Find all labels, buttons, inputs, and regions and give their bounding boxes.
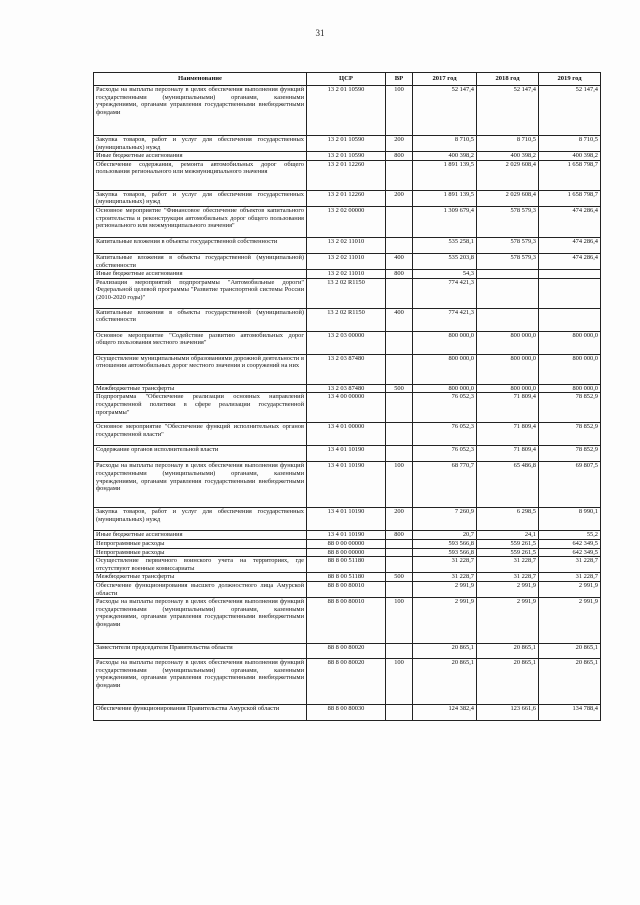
cell-2019: 400 398,2: [539, 152, 601, 161]
table-row: [94, 384, 601, 393]
cell-name: Закупка товаров, работ и услуг для обеспечения государственных (муниципальных) нужд: [94, 190, 307, 206]
cell-2018: 578 579,3: [477, 253, 539, 269]
cell-2017: 20 865,1: [413, 659, 477, 705]
cell-2017: 1 891 139,5: [413, 160, 477, 190]
table-row: [94, 462, 601, 508]
cell-csr: 88 8 00 80030: [307, 705, 386, 721]
cell-name: Межбюджетные трансферты: [94, 384, 307, 393]
cell-2019: 642 349,5: [539, 539, 601, 548]
cell-2018: 123 661,6: [477, 705, 539, 721]
cell-2017: 20 865,1: [413, 644, 477, 659]
cell-2017: 1 891 139,5: [413, 190, 477, 206]
cell-name: Осуществление первичного воинского учета на территориях, где отсутствуют военные комиссариаты: [94, 557, 307, 573]
cell-name: Расходы на выплаты персоналу в целях обеспечения выполнения функций государственными (муниципальными) органами, казенными учреждениями, органами управления государственными внебюджетными фондами: [94, 462, 307, 508]
cell-2018: 31 228,7: [477, 573, 539, 582]
cell-csr: 13 2 03 87480: [307, 384, 386, 393]
cell-csr: 88 0 00 00000: [307, 539, 386, 548]
cell-vr: 500: [386, 573, 413, 582]
table-row: [94, 206, 601, 237]
header-2019: 2019 год: [539, 73, 601, 86]
cell-2017: 1 309 679,4: [413, 206, 477, 237]
table-row: [94, 644, 601, 659]
cell-csr: 13 2 01 10590: [307, 86, 386, 136]
cell-name: Заместители председателя Правительства области: [94, 644, 307, 659]
cell-name: Обеспечение содержания, ремонта автомобильных дорог общего пользования регионального или межмуниципального значения: [94, 160, 307, 190]
cell-2017: 400 398,2: [413, 152, 477, 161]
cell-2018: 2 991,9: [477, 581, 539, 597]
cell-2018: 2 029 608,4: [477, 190, 539, 206]
cell-csr: 13 2 02 11010: [307, 253, 386, 269]
cell-csr: 13 2 03 87480: [307, 354, 386, 384]
cell-vr: [386, 705, 413, 721]
cell-csr: 13 2 02 11010: [307, 270, 386, 279]
cell-csr: 88 8 00 80010: [307, 598, 386, 644]
cell-csr: 13 4 01 10190: [307, 446, 386, 462]
cell-vr: [386, 423, 413, 446]
table-row: [94, 136, 601, 152]
cell-2018: 20 865,1: [477, 644, 539, 659]
cell-2017: 8 710,5: [413, 136, 477, 152]
cell-2019: 31 228,7: [539, 573, 601, 582]
cell-2017: 593 566,8: [413, 539, 477, 548]
cell-2019: 78 852,9: [539, 393, 601, 423]
cell-2019: 78 852,9: [539, 446, 601, 462]
cell-name: Осуществление муниципальными образованиями дорожной деятельности в отношении автомобильных дорог местного значения и сооружений на них: [94, 354, 307, 384]
cell-vr: 100: [386, 462, 413, 508]
cell-2017: 2 991,9: [413, 581, 477, 597]
cell-name: Расходы на выплаты персоналу в целях обеспечения выполнения функций государственными (муниципальными) органами, казенными учреждениями, органами управления государственными внебюджетными фондами: [94, 598, 307, 644]
cell-name: Непрограммные расходы: [94, 548, 307, 557]
table-row: [94, 581, 601, 597]
cell-name: Обеспечение функционирования Правительства Амурской области: [94, 705, 307, 721]
cell-vr: 200: [386, 190, 413, 206]
cell-vr: [386, 548, 413, 557]
table-row: [94, 598, 601, 644]
cell-2017: 800 000,0: [413, 384, 477, 393]
cell-2018: 31 228,7: [477, 557, 539, 573]
page-number: 31: [315, 28, 325, 38]
cell-2018: 559 261,5: [477, 539, 539, 548]
cell-2017: 76 052,3: [413, 446, 477, 462]
cell-name: Межбюджетные трансферты: [94, 573, 307, 582]
cell-csr: 13 2 02 11010: [307, 237, 386, 253]
cell-2018: 8 710,5: [477, 136, 539, 152]
cell-2018: 71 809,4: [477, 423, 539, 446]
cell-2017: 54,3: [413, 270, 477, 279]
cell-csr: 13 2 01 10590: [307, 152, 386, 161]
cell-2019: 78 852,9: [539, 423, 601, 446]
cell-name: Содержание органов исполнительной власти: [94, 446, 307, 462]
cell-name: Иные бюджетные ассигнования: [94, 531, 307, 540]
cell-2019: 8 990,1: [539, 508, 601, 531]
cell-csr: 13 2 02 R1150: [307, 308, 386, 331]
cell-2017: 31 228,7: [413, 573, 477, 582]
cell-vr: 800: [386, 270, 413, 279]
cell-2019: 800 000,0: [539, 331, 601, 354]
cell-2018: 559 261,5: [477, 548, 539, 557]
table-row: [94, 548, 601, 557]
cell-name: Закупка товаров, работ и услуг для обеспечения государственных (муниципальных) нужд: [94, 136, 307, 152]
cell-2019: 1 658 798,7: [539, 190, 601, 206]
cell-vr: 100: [386, 659, 413, 705]
table-row: [94, 237, 601, 253]
cell-2017: 52 147,4: [413, 86, 477, 136]
cell-csr: 88 8 00 80020: [307, 644, 386, 659]
cell-name: Капитальные вложения в объекты государственной собственности: [94, 237, 307, 253]
cell-csr: 13 4 01 10190: [307, 462, 386, 508]
table-row: [94, 446, 601, 462]
cell-2019: 20 865,1: [539, 659, 601, 705]
cell-2018: 6 298,5: [477, 508, 539, 531]
cell-csr: 13 2 02 00000: [307, 206, 386, 237]
table-row: [94, 152, 601, 161]
table-row: [94, 705, 601, 721]
cell-2019: 8 710,5: [539, 136, 601, 152]
cell-name: Капитальные вложения в объекты государственной (муниципальной) собственности: [94, 308, 307, 331]
cell-vr: [386, 237, 413, 253]
cell-2017: 124 382,4: [413, 705, 477, 721]
table-row: [94, 270, 601, 279]
table-row: [94, 393, 601, 423]
cell-2018: 71 809,4: [477, 446, 539, 462]
cell-name: Основное мероприятие "Обеспечение функций исполнительных органов государственной власти": [94, 423, 307, 446]
table-row: [94, 539, 601, 548]
cell-name: Основное мероприятие "Финансовое обеспечение объектов капитального строительства и реконструкция автомобильных дорог общего пользования регионального или межмуниципального значения": [94, 206, 307, 237]
cell-vr: 500: [386, 384, 413, 393]
cell-csr: 13 2 01 12260: [307, 160, 386, 190]
cell-2017: 800 000,0: [413, 354, 477, 384]
header-2017: 2017 год: [413, 73, 477, 86]
cell-2017: 76 052,3: [413, 393, 477, 423]
cell-name: Иные бюджетные ассигнования: [94, 270, 307, 279]
cell-2018: 400 398,2: [477, 152, 539, 161]
header-2018: 2018 год: [477, 73, 539, 86]
cell-2019: 642 349,5: [539, 548, 601, 557]
header-vr: ВР: [386, 73, 413, 86]
cell-2017: 535 258,1: [413, 237, 477, 253]
cell-vr: [386, 539, 413, 548]
cell-2017: 20,7: [413, 531, 477, 540]
cell-vr: 200: [386, 136, 413, 152]
table-row: [94, 659, 601, 705]
cell-csr: 88 8 00 51180: [307, 573, 386, 582]
cell-vr: 100: [386, 598, 413, 644]
cell-name: Непрограммные расходы: [94, 539, 307, 548]
cell-csr: 88 8 00 00000: [307, 548, 386, 557]
cell-2018: 71 809,4: [477, 393, 539, 423]
cell-vr: [386, 581, 413, 597]
cell-2017: 535 203,8: [413, 253, 477, 269]
table-row: [94, 190, 601, 206]
cell-vr: 800: [386, 152, 413, 161]
cell-name: Основное мероприятие "Содействие развитию автомобильных дорог общего пользования местного значения": [94, 331, 307, 354]
cell-vr: 200: [386, 508, 413, 531]
cell-2018: 800 000,0: [477, 331, 539, 354]
cell-name: Реализация мероприятий подпрограммы "Автомобильные дороги" Федеральной целевой программы "Развитие транспортной системы России (2010-2020 годы)": [94, 278, 307, 308]
budget-table: [93, 72, 601, 721]
cell-2018: 52 147,4: [477, 86, 539, 136]
cell-csr: 88 8 00 80010: [307, 581, 386, 597]
cell-vr: [386, 393, 413, 423]
cell-name: Обеспечение функционирования высшего должностного лица Амурской области: [94, 581, 307, 597]
cell-2017: 76 052,3: [413, 423, 477, 446]
cell-2018: 2 991,9: [477, 598, 539, 644]
cell-2019: 31 228,7: [539, 557, 601, 573]
cell-2019: 2 991,9: [539, 598, 601, 644]
cell-2017: 774 421,3: [413, 278, 477, 308]
cell-vr: [386, 206, 413, 237]
table-row: [94, 331, 601, 354]
table-row: [94, 508, 601, 531]
cell-2017: 7 260,9: [413, 508, 477, 531]
table-row: [94, 253, 601, 269]
table-row: [94, 557, 601, 573]
cell-2019: 2 991,9: [539, 581, 601, 597]
cell-name: Расходы на выплаты персоналу в целях обеспечения выполнения функций государственными (муниципальными) органами, казенными учреждениями, органами управления государственными внебюджетными фондами: [94, 86, 307, 136]
cell-csr: 13 2 03 00000: [307, 331, 386, 354]
cell-vr: [386, 644, 413, 659]
cell-csr: 13 2 02 R1150: [307, 278, 386, 308]
cell-vr: 400: [386, 308, 413, 331]
cell-2019: 800 000,0: [539, 354, 601, 384]
table-row: [94, 308, 601, 331]
cell-2018: 65 486,8: [477, 462, 539, 508]
cell-csr: 13 2 01 10590: [307, 136, 386, 152]
cell-2019: 20 865,1: [539, 644, 601, 659]
cell-2018: [477, 270, 539, 279]
cell-name: Расходы на выплаты персоналу в целях обеспечения выполнения функций государственными (муниципальными) органами, казенными учреждениями, органами управления государственными внебюджетными фондами: [94, 659, 307, 705]
cell-2018: 20 865,1: [477, 659, 539, 705]
cell-vr: [386, 278, 413, 308]
cell-name: Закупка товаров, работ и услуг для обеспечения государственных (муниципальных) нужд: [94, 508, 307, 531]
cell-name: Подпрограмма "Обеспечение реализации основных направлений государственной политики в сфере реализации государственной программы": [94, 393, 307, 423]
table-row: [94, 354, 601, 384]
cell-vr: 800: [386, 531, 413, 540]
cell-csr: 13 4 00 00000: [307, 393, 386, 423]
cell-name: Капитальные вложения в объекты государственной (муниципальной) собственности: [94, 253, 307, 269]
table-row: [94, 531, 601, 540]
cell-2019: [539, 278, 601, 308]
cell-csr: 13 4 01 10190: [307, 531, 386, 540]
cell-csr: 13 4 01 00000: [307, 423, 386, 446]
cell-2018: [477, 308, 539, 331]
cell-vr: 100: [386, 86, 413, 136]
table-row: [94, 86, 601, 136]
cell-2019: 474 286,4: [539, 237, 601, 253]
cell-2019: 52 147,4: [539, 86, 601, 136]
cell-2019: 474 286,4: [539, 206, 601, 237]
header-csr: ЦСР: [307, 73, 386, 86]
table-header-row: [94, 73, 601, 86]
cell-2017: 800 000,0: [413, 331, 477, 354]
table-row: [94, 423, 601, 446]
cell-2017: 593 566,8: [413, 548, 477, 557]
cell-2018: 578 579,3: [477, 206, 539, 237]
cell-vr: [386, 446, 413, 462]
table-row: [94, 278, 601, 308]
cell-2018: [477, 278, 539, 308]
cell-2019: [539, 270, 601, 279]
cell-2017: 2 991,9: [413, 598, 477, 644]
cell-2017: 774 421,3: [413, 308, 477, 331]
cell-csr: 13 4 01 10190: [307, 508, 386, 531]
cell-2019: [539, 308, 601, 331]
cell-name: Иные бюджетные ассигнования: [94, 152, 307, 161]
cell-2019: 134 788,4: [539, 705, 601, 721]
cell-vr: [386, 331, 413, 354]
cell-vr: [386, 160, 413, 190]
cell-2019: 1 658 798,7: [539, 160, 601, 190]
cell-2018: 578 579,3: [477, 237, 539, 253]
cell-2019: 69 807,5: [539, 462, 601, 508]
cell-2017: 68 770,7: [413, 462, 477, 508]
cell-2018: 24,1: [477, 531, 539, 540]
cell-vr: [386, 557, 413, 573]
cell-csr: 88 8 00 51180: [307, 557, 386, 573]
cell-2018: 800 000,0: [477, 354, 539, 384]
cell-2019: 474 286,4: [539, 253, 601, 269]
cell-2018: 2 029 608,4: [477, 160, 539, 190]
cell-2019: 800 000,0: [539, 384, 601, 393]
cell-vr: [386, 354, 413, 384]
table-row: [94, 573, 601, 582]
cell-vr: 400: [386, 253, 413, 269]
cell-2019: 55,2: [539, 531, 601, 540]
cell-2018: 800 000,0: [477, 384, 539, 393]
table-row: [94, 160, 601, 190]
cell-csr: 88 8 00 80020: [307, 659, 386, 705]
cell-csr: 13 2 01 12260: [307, 190, 386, 206]
header-name: Наименование: [94, 73, 307, 86]
cell-2017: 31 228,7: [413, 557, 477, 573]
